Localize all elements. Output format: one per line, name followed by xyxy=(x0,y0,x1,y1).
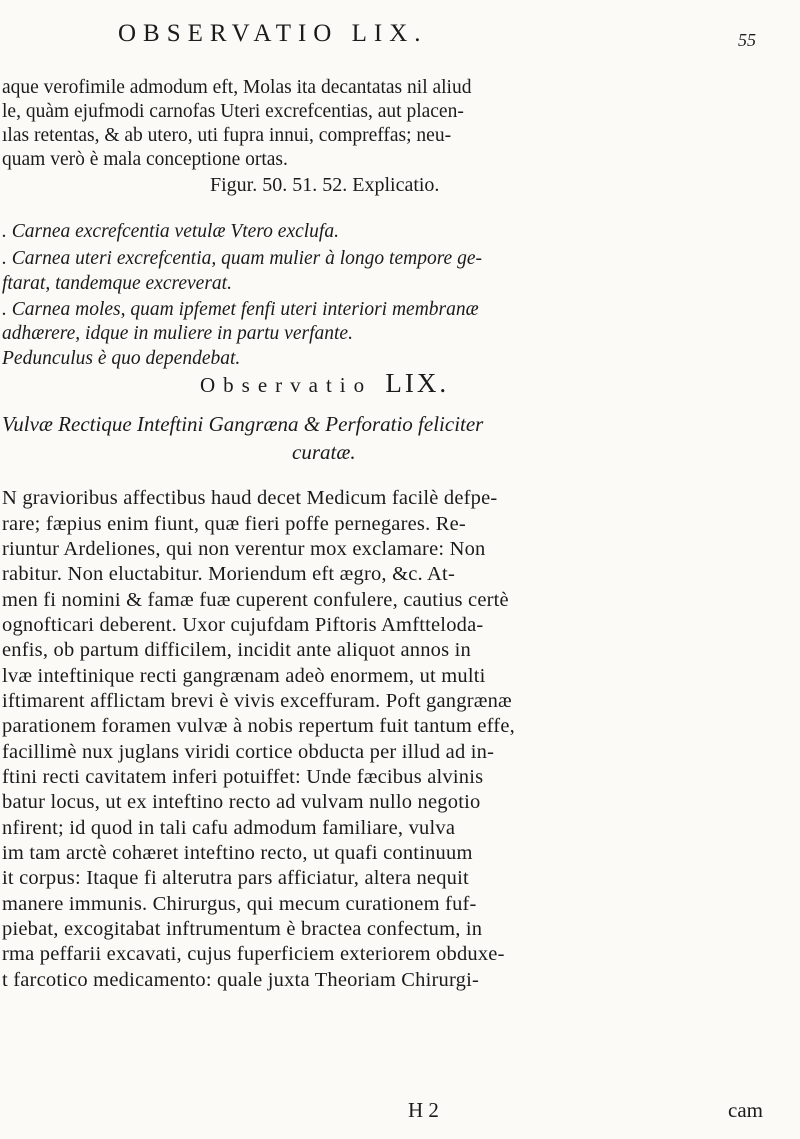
text-line: parationem foramen vulvæ à nobis repertum fuit tantum effe, xyxy=(2,715,515,737)
observation-title-cont: curatæ. xyxy=(292,440,356,464)
figure-caption: Figur. 50. 51. 52. Explicatio. xyxy=(210,174,440,196)
text-line: lvæ inteftinique recti gangrænam adeò enormem, ut multi xyxy=(2,665,486,687)
text-line: manere immunis. Chirurgus, qui mecum curationem fuf- xyxy=(2,893,477,915)
signature-mark: H 2 xyxy=(408,1098,439,1122)
text-line: t farcotico medicamento: quale juxta Theoriam Chirurgi- xyxy=(2,969,480,991)
text-line: im tam arctè cohæret inteftino recto, ut quafi continuum xyxy=(2,842,473,864)
explanation-item: Pedunculus è quo dependebat. xyxy=(2,348,241,369)
explanation-item: . Carnea uteri excrefcentia, quam mulier à longo tempore ge- xyxy=(2,248,482,269)
observation-label: Observatio xyxy=(200,373,373,397)
observation-heading xyxy=(200,368,449,399)
text-line: aque verofimile admodum eft, Molas ita decantatas nil aliud xyxy=(2,77,472,98)
text-line: rare; fæpius enim fiunt, quæ fieri poffe pernegares. Re- xyxy=(2,513,466,535)
text-line: le, quàm ejufmodi carnofas Uteri excrefcentias, aut placen- xyxy=(2,101,464,122)
observation-title: Vulvæ Rectique Inteftini Gangræna & Perforatio feliciter xyxy=(2,412,484,436)
observation-number: LIX. xyxy=(385,368,450,398)
explanation-item: . Carnea moles, quam ipfemet fenfi uteri interiori membranæ xyxy=(2,299,479,320)
text-line: ılas retentas, & ab utero, uti fupra innui, compreffas; neu- xyxy=(2,125,452,146)
explanation-item: ftarat, tandemque excreverat. xyxy=(2,273,232,294)
text-line: it corpus: Itaque fi alterutra pars afficiatur, altera nequit xyxy=(2,867,469,889)
explanation-item: . Carnea excrefcentia vetulæ Vtero exclufa. xyxy=(2,221,339,242)
text-line: men fi nomini & famæ fuæ cuperent confulere, cautius certè xyxy=(2,589,509,611)
text-line: rma peffarii excavati, cujus fuperficiem exteriorem obduxe- xyxy=(2,943,505,965)
catchword: cam xyxy=(728,1098,763,1122)
text-line: ognofticari deberent. Uxor cujufdam Piftoris Amftteloda- xyxy=(2,614,484,636)
text-line: batur locus, ut ex inteftino recto ad vulvam nullo negotio xyxy=(2,791,481,813)
text-line: iftimarent afflictam brevi è vivis exceffuram. Poft gangrænæ xyxy=(2,690,512,712)
text-line: N gravioribus affectibus haud decet Medicum facilè defpe- xyxy=(2,487,498,509)
text-line: rabitur. Non eluctabitur. Moriendum eft ægro, &c. At- xyxy=(2,563,455,585)
text-line: piebat, excogitabat inftrumentum è bractea confectum, in xyxy=(2,918,483,940)
running-head: OBSERVATIO LIX. xyxy=(118,20,428,47)
text-line: riuntur Ardeliones, qui non verentur mox exclamare: Non xyxy=(2,538,486,560)
text-line: nfirent; id quod in tali cafu admodum familiare, vulva xyxy=(2,817,456,839)
text-line: ftini recti cavitatem inferi potuiffet: Unde fæcibus alvinis xyxy=(2,766,484,788)
text-line: facillimè nux juglans viridi cortice obducta per illud ad in- xyxy=(2,741,495,763)
explanation-item: adhærere, idque in muliere in partu verfante. xyxy=(2,323,353,344)
page-number: 55 xyxy=(738,30,756,50)
text-line: quam verò è mala conceptione ortas. xyxy=(2,149,288,170)
text-line: enfis, ob partum difficilem, incidit ante aliquot annos in xyxy=(2,639,471,661)
